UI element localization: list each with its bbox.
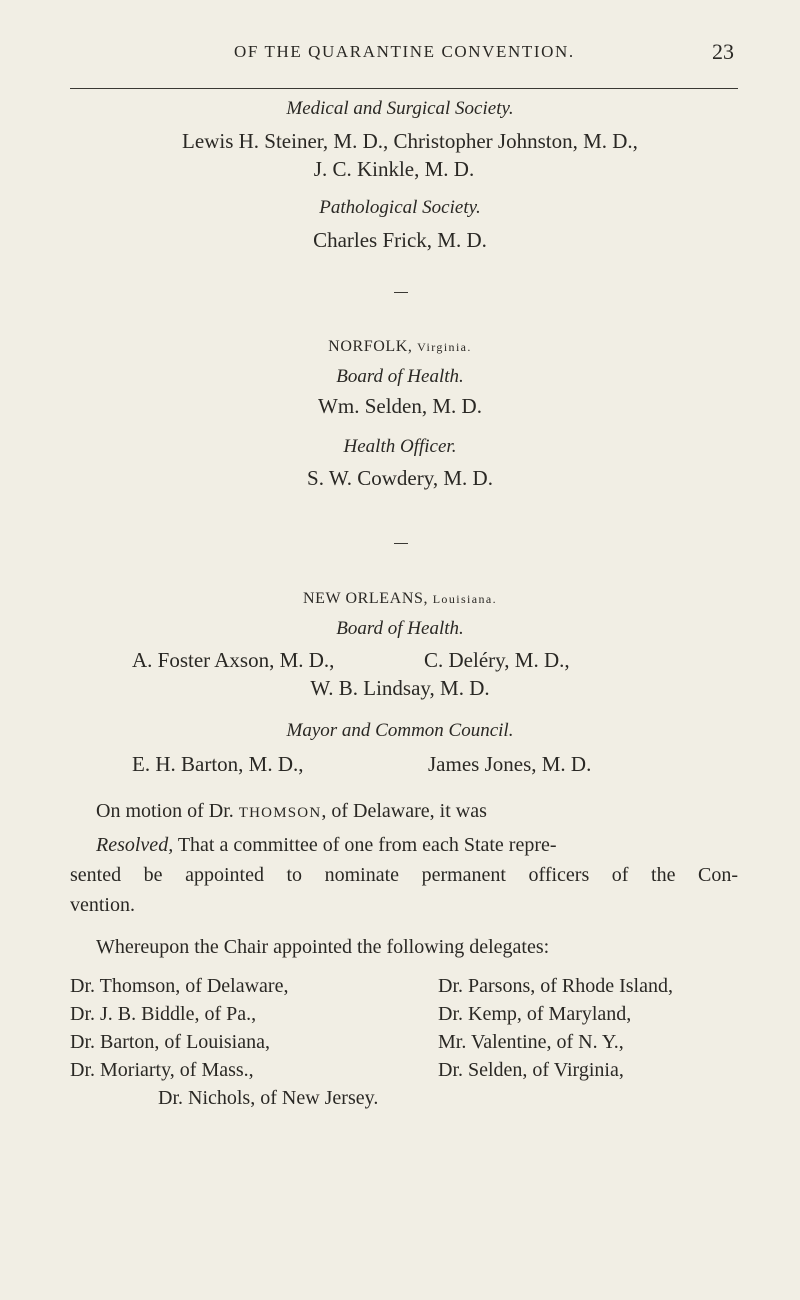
section-divider (394, 292, 408, 293)
header-rule (70, 88, 738, 89)
section-heading-medical-surgical: Medical and Surgical Society. (286, 98, 514, 119)
board-heading: Board of Health. (336, 366, 464, 387)
delegate-entry: Dr. Parsons, of Rhode Island, (438, 975, 673, 997)
whereupon-paragraph: Whereupon the Chair appointed the following delegates: (96, 936, 550, 958)
section-divider (394, 543, 408, 544)
member-line: S. W. Cowdery, M. D. (307, 466, 493, 490)
page-number: 23 (712, 39, 734, 64)
member-line: E. H. Barton, M. D., (132, 752, 304, 776)
officer-heading: Health Officer. (343, 436, 457, 457)
delegate-entry: Dr. Thomson, of Delaware, (70, 975, 289, 997)
member-line: J. C. Kinkle, M. D. (313, 157, 475, 181)
motion-paragraph (70, 796, 738, 828)
resolved-line: That a committee of one from each State repre- (177, 834, 557, 856)
running-title: OF THE QUARANTINE CONVENTION. (234, 42, 575, 61)
member-line: Lewis H. Steiner, M. D., Christopher Johnston, M. D., (182, 129, 638, 153)
member-line: W. B. Lindsay, M. D. (310, 676, 490, 700)
member-line: C. Deléry, M. D., (424, 648, 570, 672)
city-heading-norfolk (0, 338, 800, 356)
resolved-line: sented be appointed to nominate permanent officers of the Con- (70, 864, 738, 886)
resolved-word: Resolved, (96, 834, 174, 856)
motion-suffix: , of Delaware, it was (321, 800, 487, 822)
motion-name: THOMSON (238, 805, 322, 821)
delegate-entry: Dr. Nichols, of New Jersey. (158, 1087, 379, 1109)
motion-prefix: On motion of Dr. (96, 800, 234, 822)
section-heading-pathological: Pathological Society. (319, 197, 481, 218)
delegate-entry: Dr. Selden, of Virginia, (438, 1059, 624, 1081)
city-name: NEW ORLEANS, (302, 590, 429, 607)
resolved-line: vention. (70, 894, 135, 916)
board-heading: Board of Health. (336, 618, 464, 639)
city-name: NORFOLK, (328, 338, 413, 355)
delegate-entry: Dr. Kemp, of Maryland, (438, 1003, 632, 1025)
member-line: Wm. Selden, M. D. (318, 394, 482, 418)
state-name: Virginia. (417, 340, 472, 354)
member-line: Charles Frick, M. D. (313, 228, 487, 252)
city-heading-new-orleans (0, 590, 800, 608)
member-line: James Jones, M. D. (428, 752, 592, 776)
state-name: Louisiana. (432, 592, 498, 606)
delegate-entry: Dr. J. B. Biddle, of Pa., (70, 1003, 257, 1025)
delegate-entry: Dr. Barton, of Louisiana, (70, 1031, 270, 1053)
delegate-entry: Mr. Valentine, of N. Y., (438, 1031, 624, 1053)
member-line: A. Foster Axson, M. D., (132, 648, 335, 672)
delegate-entry: Dr. Moriarty, of Mass., (70, 1059, 254, 1081)
council-heading: Mayor and Common Council. (286, 720, 514, 741)
resolved-paragraph (70, 830, 738, 860)
